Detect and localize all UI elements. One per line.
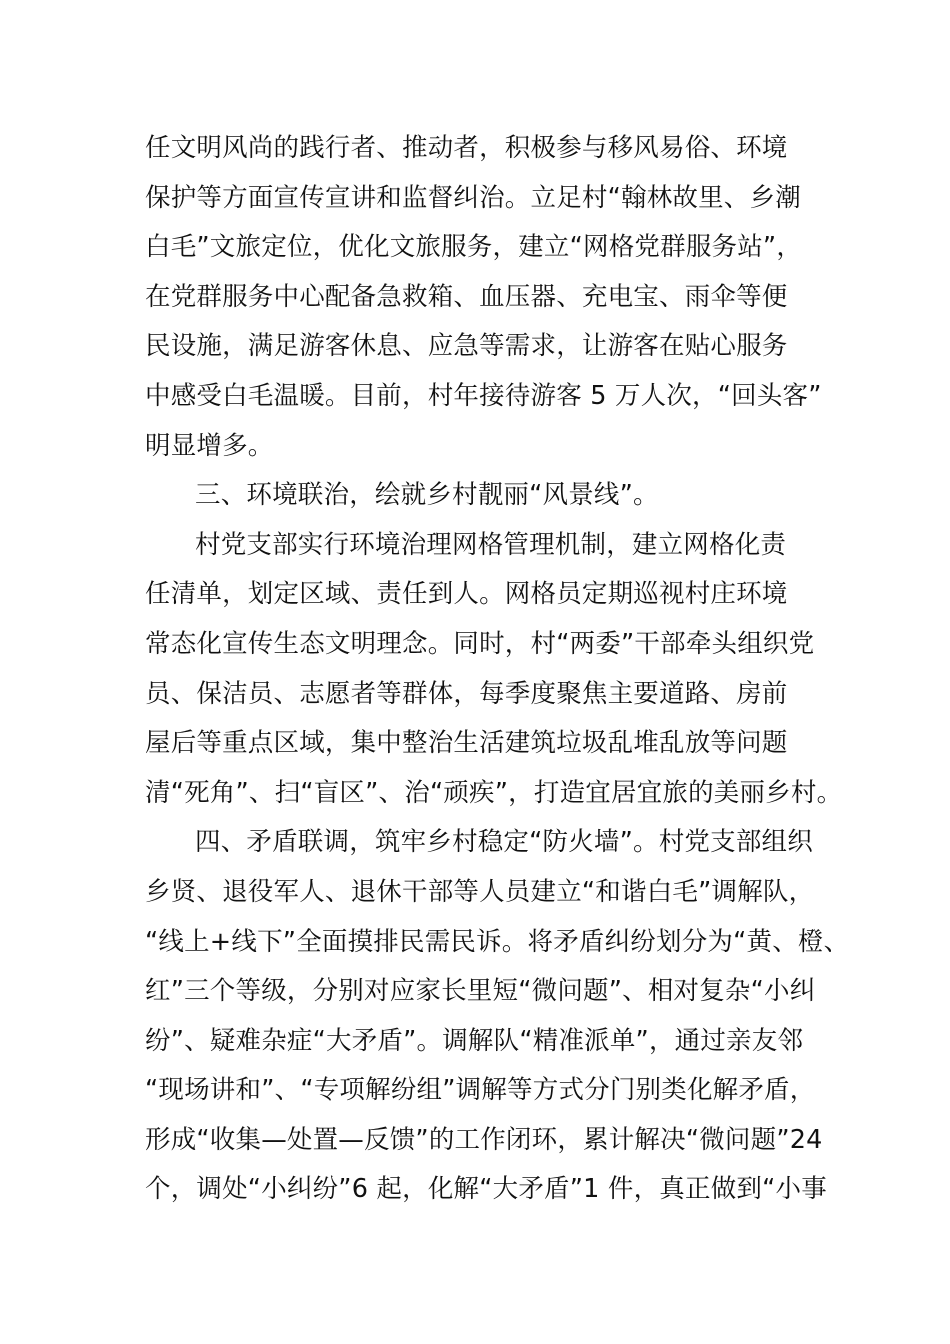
text-line: 乡贤、退役军人、退休干部等人员建立“和谐白毛”调解队， (145, 876, 815, 907)
text-line: 明显增多。 (145, 430, 274, 461)
text-line: 保护等方面宣传宣讲和监督纠治。立足村“翰林故里、乡潮 (145, 182, 801, 213)
text-line: “线上+线下”全面摸排民需民诉。将矛盾纠纷划分为“黄、橙、 (145, 926, 850, 957)
text-line: 常态化宣传生态文明理念。同时，村“两委”干部牵头组织党 (145, 628, 815, 659)
text-line: 员、保洁员、志愿者等群体，每季度聚焦主要道路、房前 (145, 678, 788, 709)
text-line: 中感受白毛温暖。目前，村年接待游客 5 万人次，“回头客” (145, 380, 822, 411)
text-line: 在党群服务中心配备急救箱、血压器、充电宝、雨伞等便 (145, 281, 788, 312)
text-line: 任清单，划定区域、责任到人。网格员定期巡视村庄环境 (145, 579, 788, 610)
body-text (145, 124, 945, 1215)
text-line: 纷”、疑难杂症“大矛盾”。调解队“精准派单”，通过亲友邻 (145, 1025, 804, 1056)
paragraph-start: 四、矛盾联调，筑牢乡村稳定“防火墙”。村党支部组织 (195, 827, 813, 858)
text-line: 形成“收集—处置—反馈”的工作闭环，累计解决“微问题”24 (145, 1124, 823, 1155)
text-line: 清“死角”、扫“盲区”、治“顽疾”，打造宜居宜旅的美丽乡村。 (145, 777, 843, 808)
text-line: 白毛”文旅定位，优化文旅服务，建立“网格党群服务站”， (145, 232, 803, 263)
text-line: 屋后等重点区域，集中整治生活建筑垃圾乱堆乱放等问题 (145, 728, 788, 759)
text-line: 个，调处“小纠纷”6 起，化解“大矛盾”1 件，真正做到“小事 (145, 1174, 827, 1205)
text-line: “现场讲和”、“专项解纷组”调解等方式分门别类化解矛盾， (145, 1075, 816, 1106)
paragraph-start: 村党支部实行环境治理网格管理机制，建立网格化责 (195, 529, 787, 560)
section-heading: 三、环境联治，绘就乡村靓丽“风景线”。 (195, 480, 659, 511)
text-line: 任文明风尚的践行者、推动者，积极参与移风易俗、环境 (145, 133, 788, 163)
text-line: 民设施，满足游客休息、应急等需求，让游客在贴心服务 (145, 331, 788, 362)
text-line: 红”三个等级，分别对应家长里短“微问题”、相对复杂“小纠 (145, 976, 816, 1007)
